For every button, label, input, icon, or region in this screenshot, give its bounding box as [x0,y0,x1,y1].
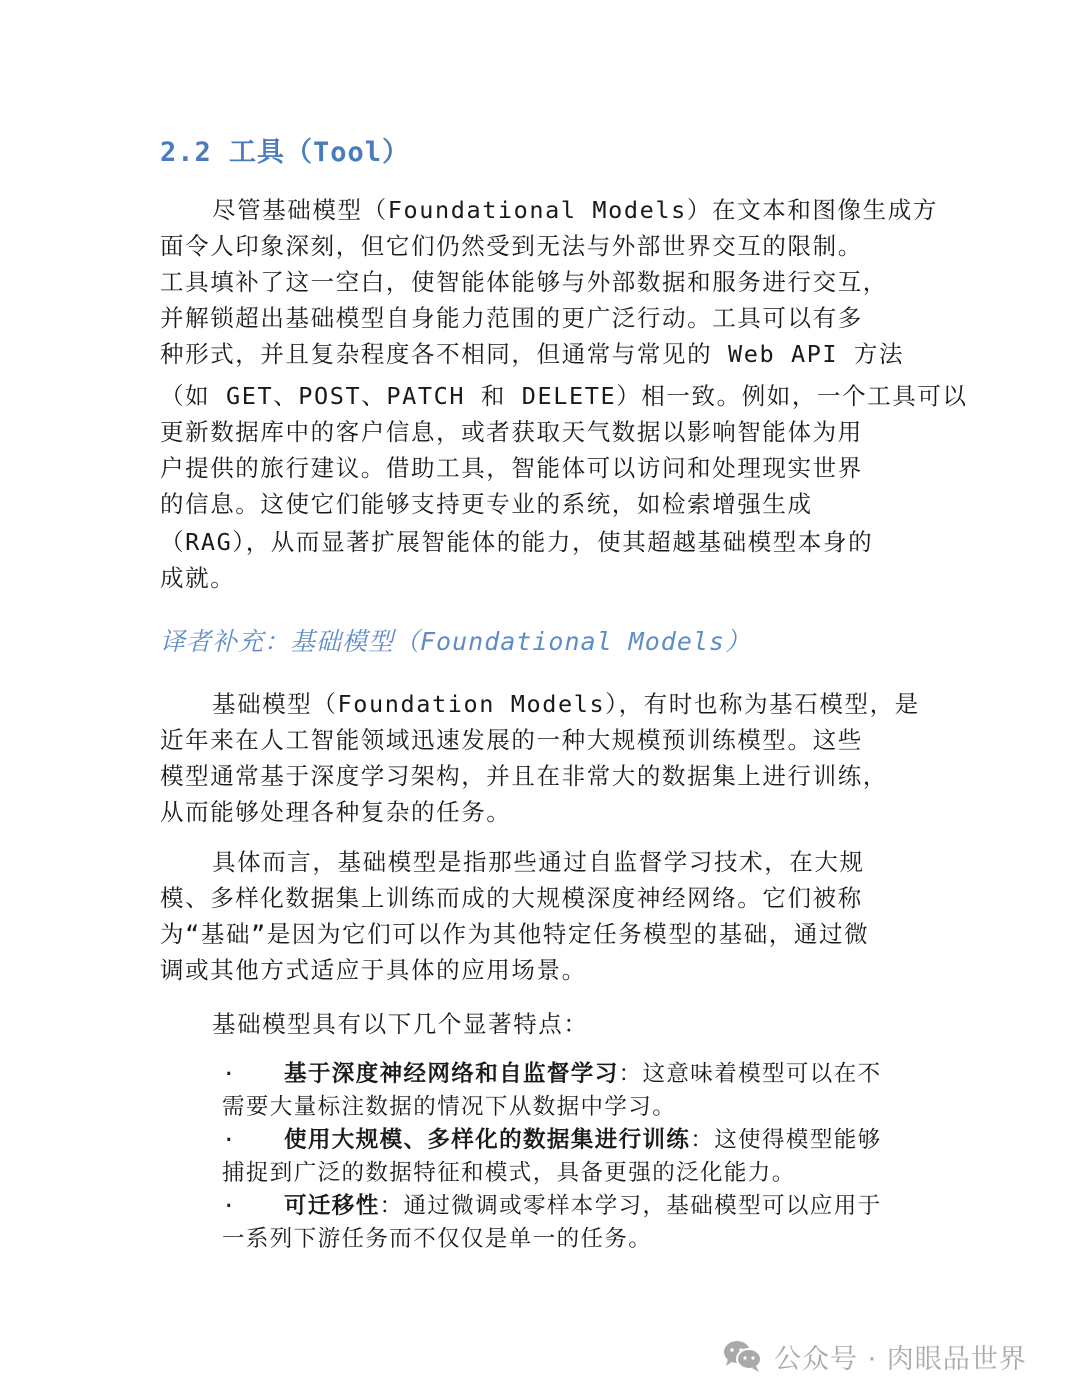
text-line: 具体而言，基础模型是指那些通过自监督学习技术，在大规 [212,848,865,876]
list-item [222,1124,942,1190]
wechat-icon [722,1339,764,1373]
watermark-text: 公众号 · 肉眼品世界 [774,1343,1027,1375]
text-line: 面令人印象深刻，但它们仍然受到无法与外部世界交互的限制。 [160,232,863,260]
text-line: 近年来在人工智能领域迅速发展的一种大规模预训练模型。这些 [160,726,863,754]
text-line: 更新数据库中的客户信息，或者获取天气数据以影响智能体为用 [160,418,863,446]
feature-title: 使用大规模、多样化的数据集进行训练 [284,1127,691,1153]
text-line: 为“基础”是因为它们可以作为其他特定任务模型的基础，通过微 [160,920,870,948]
watermark [722,1336,1027,1376]
text-line: （如 GET、POST、PATCH 和 DELETE）相一致。例如，一个工具可以 [160,382,968,410]
feature-title: 基于深度神经网络和自监督学习 [284,1061,619,1087]
section-title: 2.2 工具（Tool） [160,137,411,168]
text-line: 基础模型具有以下几个显著特点： [212,1010,589,1038]
text-line: （RAG），从而显著扩展智能体的能力，使其超越基础模型本身的 [160,528,874,556]
text-line: 的信息。这使它们能够支持更专业的系统，如检索增强生成 [160,490,813,518]
list-item [222,1058,942,1124]
text-line: 尽管基础模型（Foundational Models）在文本和图像生成方 [212,196,938,224]
bullet-icon: · [222,1061,237,1087]
feature-description: 需要大量标注数据的情况下从数据中学习。 [222,1094,677,1120]
features-list [222,1058,942,1256]
feature-title: 可迁移性 [284,1193,380,1219]
feature-description: ：通过微调或零样本学习，基础模型可以应用于 [379,1193,882,1219]
paragraph-tools-intro [160,192,968,596]
text-line: 模、多样化数据集上训练而成的大规模深度神经网络。它们被称 [160,884,863,912]
text-line: 模型通常基于深度学习架构，并且在非常大的数据集上进行训练， [160,762,888,790]
paragraph-foundation-definition [160,686,940,830]
feature-description: ：这使得模型能够 [690,1127,882,1153]
text-line: 工具填补了这一空白，使智能体能够与外部数据和服务进行交互， [160,268,888,296]
feature-description: 一系列下游任务而不仅仅是单一的任务。 [222,1226,653,1252]
text-line: 调或其他方式适应于具体的应用场景。 [160,956,587,984]
paragraph-foundation-details [160,844,940,988]
text-line: 并解锁超出基础模型自身能力范围的更广泛行动。工具可以有多 [160,304,863,332]
text-line: 户提供的旅行建议。借助工具，智能体可以访问和处理现实世界 [160,454,863,482]
list-item [222,1190,942,1256]
text-line: 从而能够处理各种复杂的任务。 [160,798,512,826]
bullet-icon: · [222,1193,237,1219]
feature-description: 捕捉到广泛的数据特征和模式，具备更强的泛化能力。 [222,1160,796,1186]
feature-description: ：这意味着模型可以在不 [618,1061,882,1087]
text-line: 成就。 [160,564,236,592]
bullet-icon: · [222,1127,237,1153]
text-line: 基础模型（Foundation Models），有时也称为基石模型，是 [212,690,920,718]
paragraph-features-intro [160,1006,940,1042]
translator-note-heading: 译者补充：基础模型（Foundational Models） [160,627,751,656]
text-line: 种形式，并且复杂程度各不相同，但通常与常见的 Web API 方法 [160,340,905,368]
